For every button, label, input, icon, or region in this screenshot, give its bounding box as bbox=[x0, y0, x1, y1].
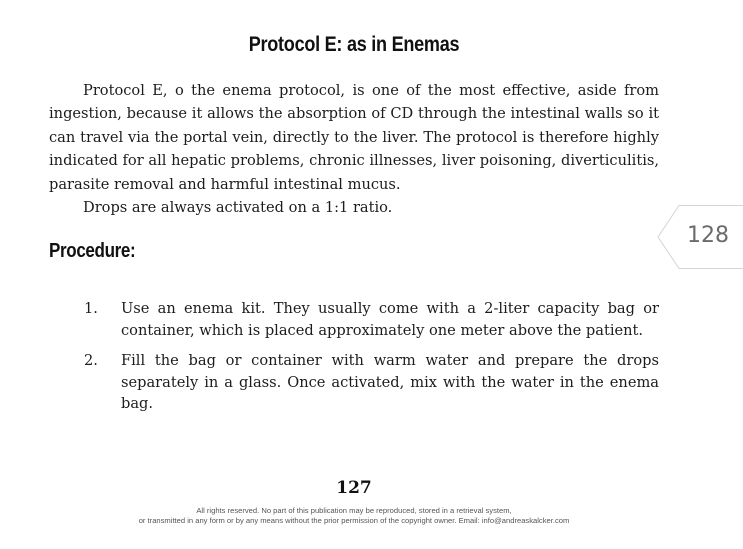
step-text: Use an enema kit. They usually come with a 2-liter capacity bag or container, which is placed approximately one meter above the patient. bbox=[121, 300, 659, 339]
copyright-line: All rights reserved. No part of this publication may be reproduced, stored in a retrieval system, bbox=[196, 506, 512, 515]
page-tab[interactable] bbox=[657, 205, 743, 269]
step-text: Fill the bag or container with warm water and prepare the drops separately in a glass. Once activated, mix with the water in the enema bag. bbox=[121, 352, 659, 412]
page-title: Protocol E: as in Enemas bbox=[248, 33, 460, 56]
copyright-line: or transmitted in any form or by any means without the prior permission of the copyright owner. Email: info@andreaskalcker.com bbox=[138, 516, 570, 525]
page-number: 127 bbox=[336, 478, 372, 498]
step-number: 2. bbox=[84, 352, 98, 369]
copyright-notice bbox=[0, 506, 708, 526]
procedure-heading: Procedure: bbox=[49, 240, 136, 262]
procedure-steps bbox=[84, 298, 659, 424]
list-item bbox=[84, 350, 659, 415]
list-item bbox=[84, 298, 659, 341]
intro-text bbox=[49, 79, 659, 219]
paragraph: Protocol E, o the enema protocol, is one of the most effective, aside from ingestion, because it allows the absorption of CD through the intestinal walls so it can travel via the portal vein, directly to the liver. The protocol is therefore highly indicated for all hepatic problems, chronic illnesses, liver poisoning, diverticulitis, parasite removal and harmful intestinal mucus. bbox=[49, 82, 659, 193]
step-number: 1. bbox=[84, 300, 98, 317]
paragraph: Drops are always activated on a 1:1 ratio. bbox=[83, 199, 393, 217]
page-tab-label: 128 bbox=[687, 223, 729, 248]
